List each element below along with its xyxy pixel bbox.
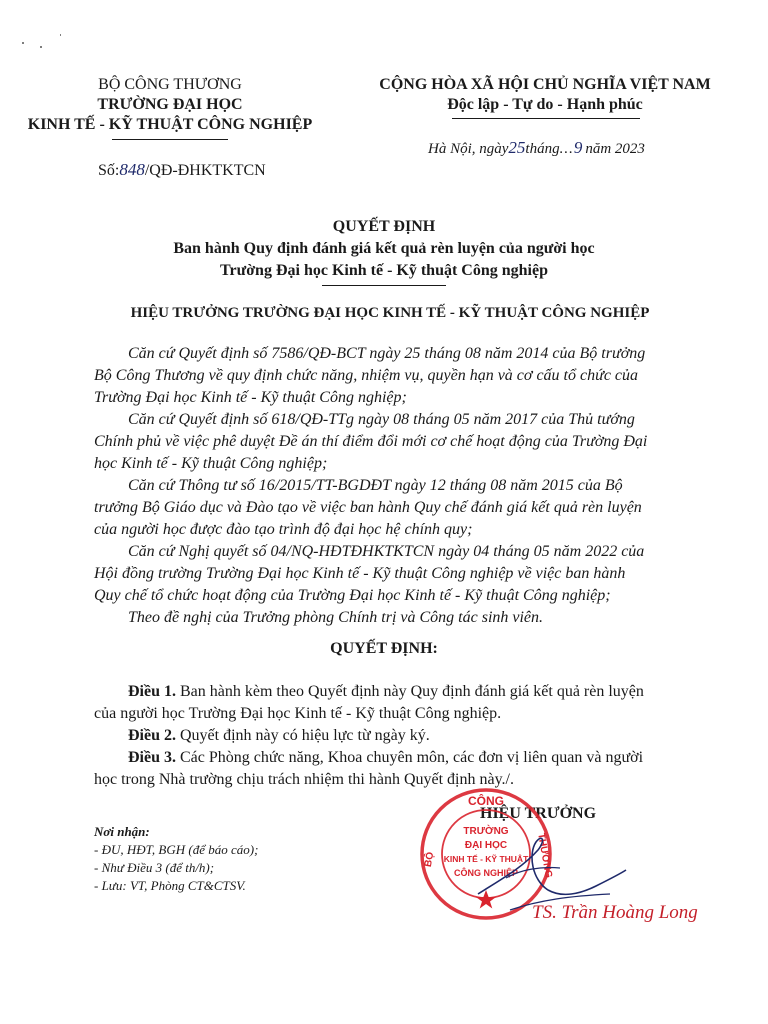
preamble-line: Căn cứ Nghị quyết số 04/NQ-HĐTĐHKTKTCN ngày 04 tháng 05 năm 2022 của	[128, 543, 645, 560]
scan-speck	[40, 46, 42, 48]
document-subtitle-line1: Ban hành Quy định đánh giá kết quả rèn luyện của người học	[173, 240, 595, 257]
preamble-line: của người học được đào tạo trình độ đại học hệ chính quy;	[94, 521, 473, 538]
stamp-line-3: KINH TẾ - KỸ THUẬT	[443, 854, 529, 864]
ministry-name: BỘ CÔNG THƯƠNG	[98, 76, 242, 93]
preamble-line: học Kinh tế - Kỹ thuật Công nghiệp;	[94, 455, 328, 472]
article-2	[128, 727, 430, 745]
header-left-underline	[112, 139, 228, 140]
stamp-line-2: ĐẠI HỌC	[464, 840, 508, 851]
article-1-continuation: của người học Trường Đại học Kinh tế - Kỹ thuật Công nghiệp.	[94, 705, 502, 722]
recipient-item: - Lưu: VT, Phòng CT&CTSV.	[94, 878, 246, 893]
signatory-title: HIỆU TRƯỞNG	[480, 805, 597, 822]
article-3-label: Điều 3.	[128, 749, 176, 766]
document-title: QUYẾT ĐỊNH	[332, 218, 436, 235]
date-day-handwritten: 25	[508, 138, 526, 157]
article-3-continuation: học trong Nhà trường chịu trách nhiệm thi hành Quyết định này./.	[94, 771, 514, 788]
number-suffix: /QĐ-ĐHKTKTCN	[144, 162, 266, 179]
article-1-text: Ban hành kèm theo Quyết định này Quy định đánh giá kết quả rèn luyện	[176, 683, 644, 700]
scan-speck	[22, 42, 24, 44]
school-name-line1: TRƯỜNG ĐẠI HỌC	[97, 96, 243, 113]
document-subtitle-line2: Trường Đại học Kinh tế - Kỹ thuật Công nghiệp	[220, 262, 548, 279]
article-1	[128, 683, 644, 701]
preamble-line: Trường Đại học Kinh tế - Kỹ thuật Công nghiệp;	[94, 389, 407, 406]
stamp-ring-top-text: CÔNG	[468, 794, 504, 808]
stamp-line-1: TRƯỜNG	[463, 826, 509, 837]
article-3	[128, 749, 643, 767]
header-right-underline	[452, 118, 640, 119]
preamble-line: trưởng Bộ Giáo dục và Đào tạo về việc ban hành Quy chế đánh giá kết quả rèn luyện	[94, 499, 642, 516]
article-1-label: Điều 1.	[128, 683, 176, 700]
date-month-label: tháng	[525, 141, 560, 157]
document-number	[98, 160, 266, 180]
preamble-line: Hội đồng trường Trường Đại học Kinh tế - Kỹ thuật Công nghiệp về việc ban hành	[94, 565, 626, 582]
article-3-text: Các Phòng chức năng, Khoa chuyên môn, các đơn vị liên quan và người	[176, 749, 644, 766]
preamble-line: Bộ Công Thương về quy định chức năng, nhiệm vụ, quyền hạn và cơ cấu tổ chức của	[94, 367, 639, 384]
preamble-line: Căn cứ Quyết định số 7586/QĐ-BCT ngày 25 tháng 08 năm 2014 của Bộ trưởng	[128, 345, 646, 362]
number-handwritten: 848	[119, 160, 145, 179]
article-2-label: Điều 2.	[128, 727, 176, 744]
number-prefix: Số:	[98, 162, 120, 179]
scan-speck	[60, 34, 61, 36]
article-2-text: Quyết định này có hiệu lực từ ngày ký.	[176, 727, 430, 744]
date-month-handwritten: 9	[573, 138, 583, 157]
issuing-authority: HIỆU TRƯỞNG TRƯỜNG ĐẠI HỌC KINH TẾ - KỸ THUẬT CÔNG NGHIỆP	[130, 305, 650, 321]
country-name: CỘNG HÒA XÃ HỘI CHỦ NGHĨA VIỆT NAM	[379, 76, 711, 93]
decision-heading: QUYẾT ĐỊNH:	[330, 640, 438, 657]
school-name-line2: KINH TẾ - KỸ THUẬT CÔNG NGHIỆP	[27, 116, 313, 133]
preamble-line: Chính phủ về việc phê duyệt Đề án thí điểm đổi mới cơ chế hoạt động của Trường Đại	[94, 433, 648, 450]
preamble-line: Theo đề nghị của Trưởng phòng Chính trị và Công tác sinh viên.	[128, 609, 544, 626]
stamp-ring-right-text: THƯƠNG	[535, 832, 554, 879]
recipient-item: - ĐU, HĐT, BGH (để báo cáo);	[94, 842, 259, 857]
stamp-line-4: CÔNG NGHIỆP	[453, 868, 519, 878]
preamble-line: Căn cứ Thông tư số 16/2015/TT-BGDĐT ngày 12 tháng 08 năm 2015 của Bộ	[128, 477, 623, 494]
national-motto: Độc lập - Tự do - Hạnh phúc	[447, 96, 643, 113]
date-year-label: năm 2023	[585, 141, 645, 157]
signer-name: TS. Trần Hoàng Long	[532, 902, 698, 923]
recipients-heading: Nơi nhận:	[94, 824, 150, 839]
recipient-item: - Như Điều 3 (để th/h);	[94, 860, 215, 875]
title-underline	[322, 285, 446, 286]
date-line: Hà Nội, ngày25tháng...9 năm 2023	[428, 138, 645, 157]
preamble-line: Quy chế tổ chức hoạt động của Trường Đại học Kinh tế - Kỹ thuật Công nghiệp;	[94, 587, 611, 604]
preamble-line: Căn cứ Quyết định số 618/QĐ-TTg ngày 08 tháng 05 năm 2017 của Thủ tướng	[128, 411, 635, 428]
stamp-ring-left-text: BỘ	[422, 851, 437, 868]
date-place: Hà Nội, ngày	[428, 141, 509, 157]
